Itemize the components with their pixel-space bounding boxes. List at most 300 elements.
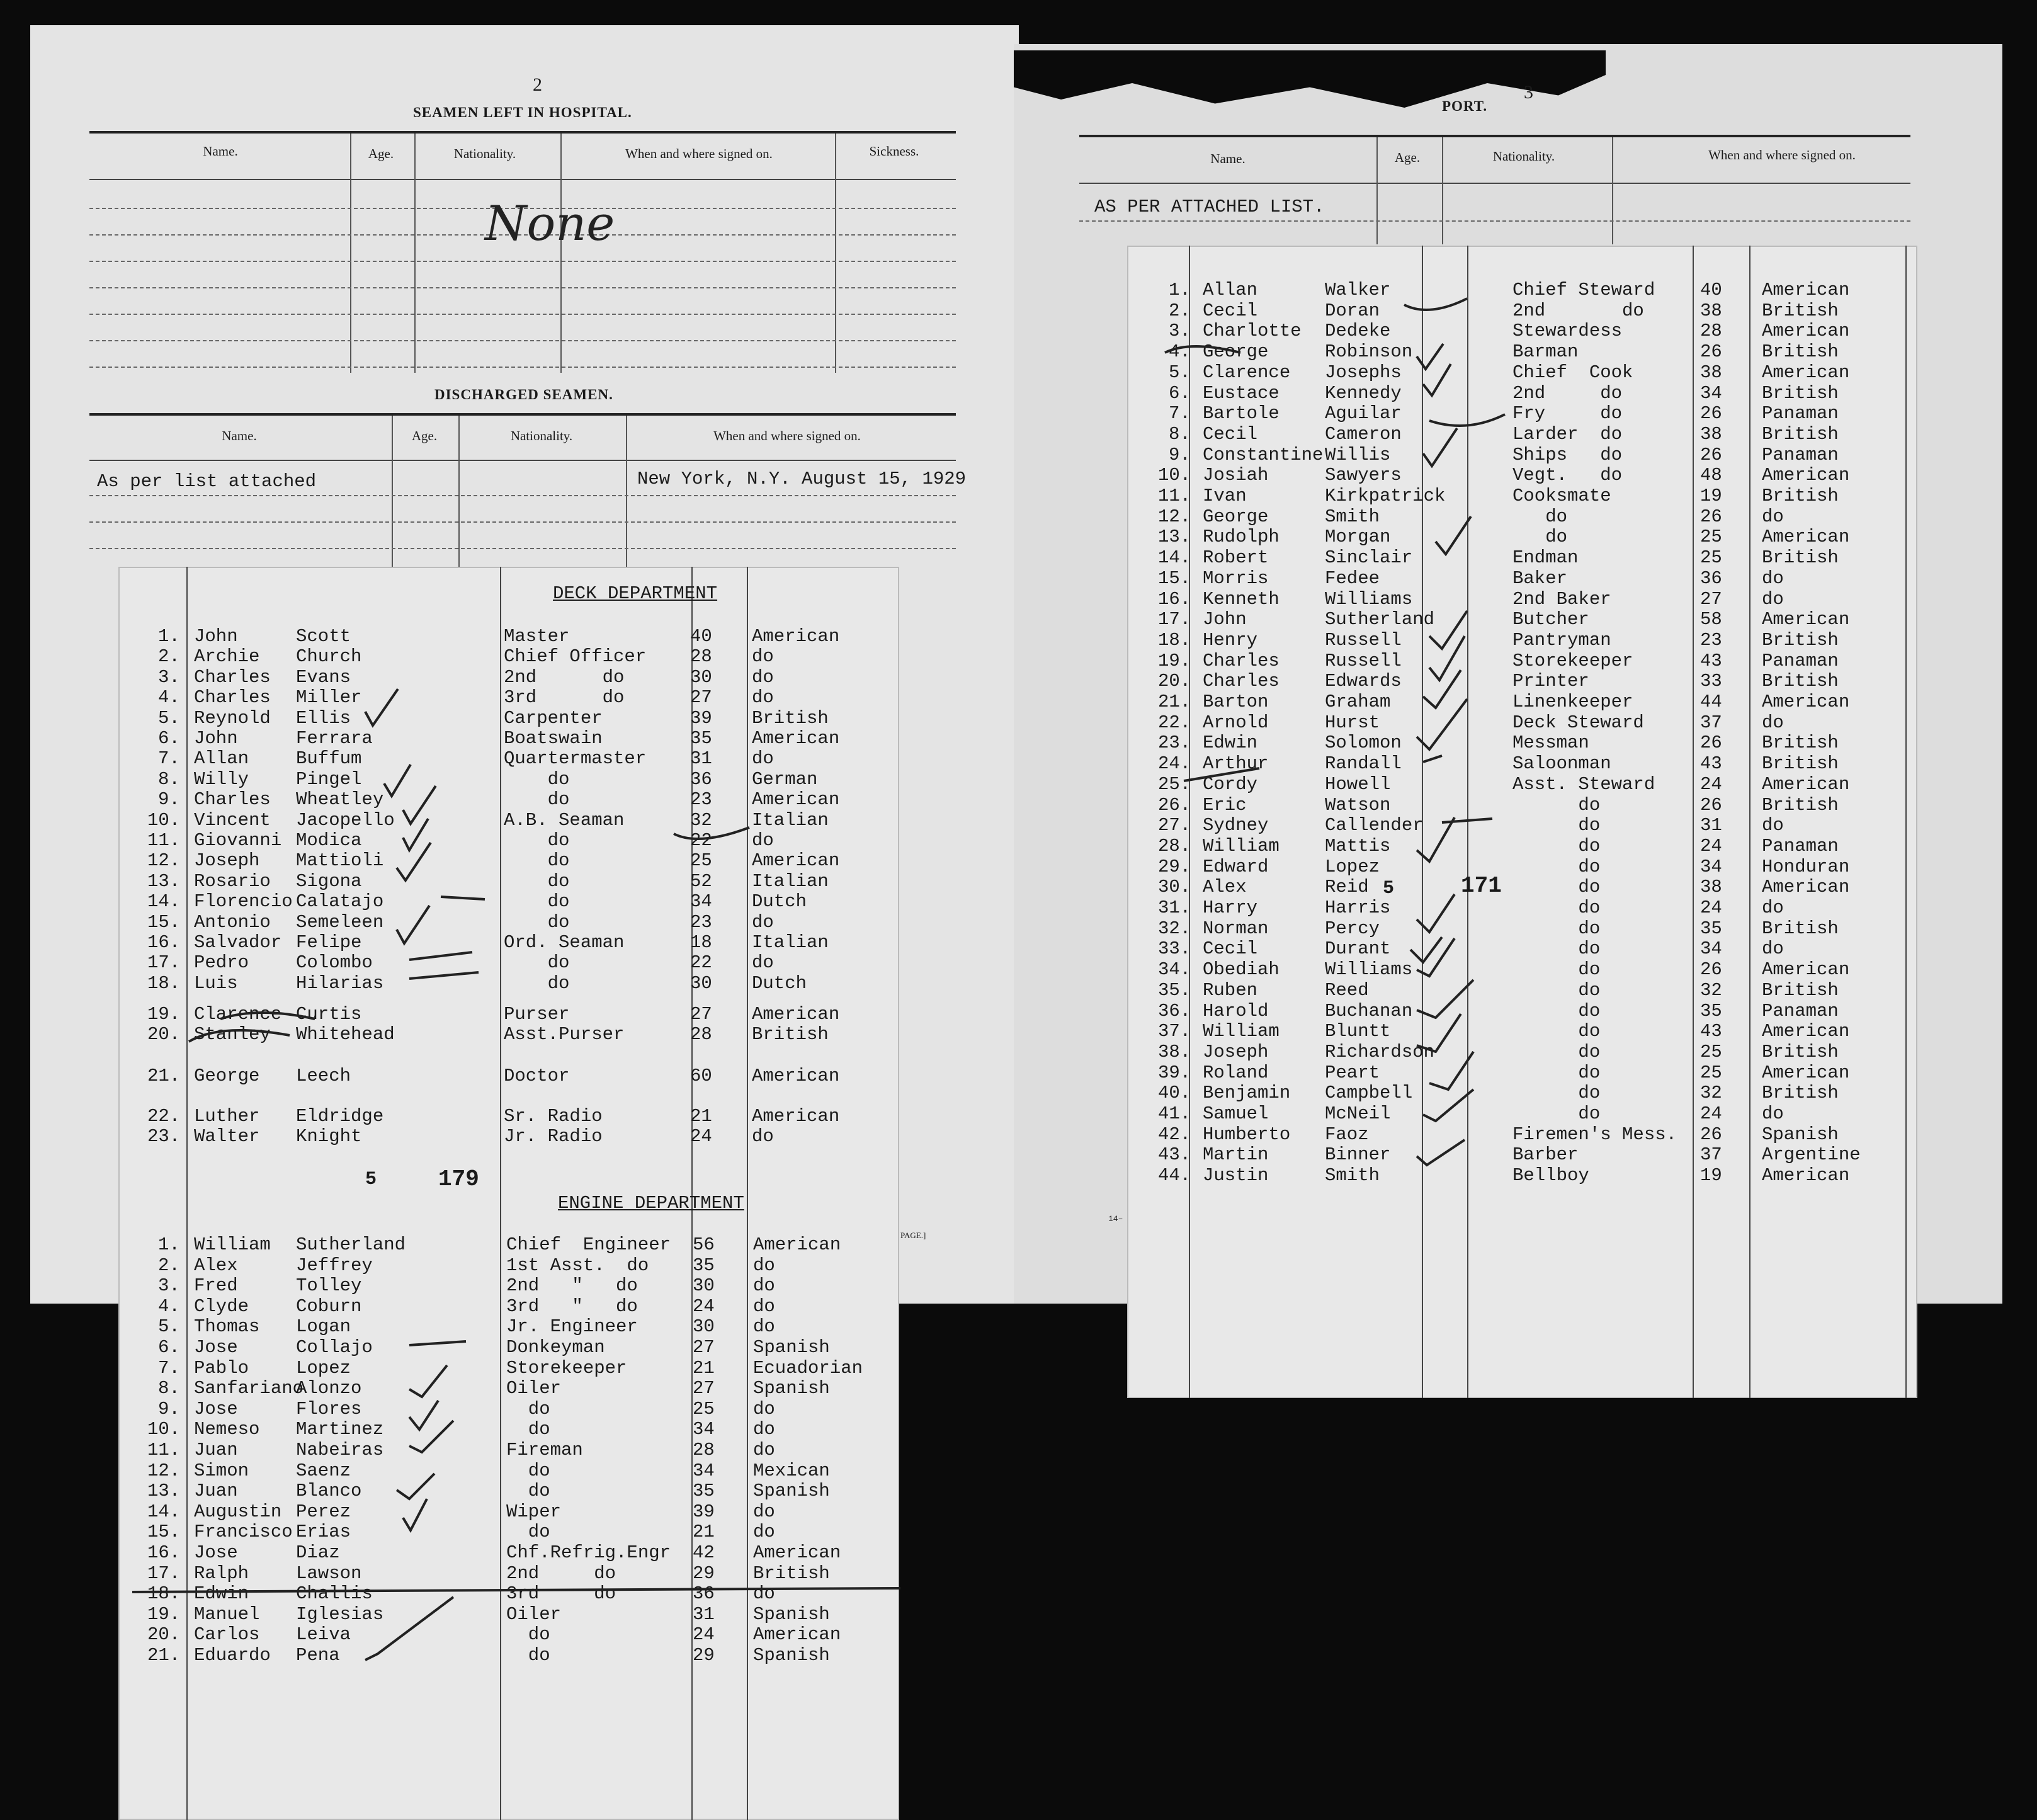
first-name: Henry <box>1203 629 1258 651</box>
row-number: 16. <box>147 932 181 953</box>
row-number: 19. <box>1158 650 1191 671</box>
last-name: Challis <box>296 1583 373 1605</box>
discharged-col-age: Age. <box>411 428 438 443</box>
last-name: Morgan <box>1325 526 1391 548</box>
last-name: Alonzo <box>296 1378 362 1399</box>
rating: do <box>506 1398 550 1419</box>
nationality: Spanish <box>753 1378 830 1399</box>
first-name: Barton <box>1203 691 1269 712</box>
age: 38 <box>1700 877 1722 898</box>
list-divider <box>1467 246 1468 1398</box>
last-name: Collajo <box>296 1337 373 1358</box>
rating: Saloonman <box>1512 753 1611 775</box>
rating: Fry do <box>1512 403 1623 424</box>
first-name: Humberto <box>1203 1123 1291 1145</box>
nationality: British <box>1762 423 1839 445</box>
age: 39 <box>693 1501 715 1522</box>
nationality: American <box>1762 1165 1850 1186</box>
deck-department-title: DECK DEPARTMENT <box>553 583 718 604</box>
nationality: Dutch <box>752 891 807 913</box>
rating: do <box>504 870 570 892</box>
age: 35 <box>690 728 712 749</box>
last-name: Jeffrey <box>296 1254 373 1276</box>
row-number: 25. <box>1158 773 1191 795</box>
first-name: Edward <box>1203 856 1269 877</box>
first-name: Pedro <box>194 952 249 974</box>
rating: Baker <box>1512 567 1568 589</box>
nationality: do <box>1762 938 1784 960</box>
last-name: Wheatley <box>296 789 384 810</box>
age: 40 <box>690 626 712 647</box>
first-name: William <box>1203 1021 1280 1042</box>
first-name: Edwin <box>1203 732 1258 754</box>
age: 32 <box>1700 1083 1722 1104</box>
first-name: Robert <box>1203 547 1269 569</box>
rating: Barman <box>1512 341 1579 363</box>
first-name: Salvador <box>194 932 282 953</box>
row-number: 20. <box>1158 671 1191 692</box>
first-name: Allan <box>194 748 249 770</box>
age: 21 <box>693 1521 715 1543</box>
first-name: Luis <box>194 972 238 994</box>
first-name: Jose <box>194 1398 238 1419</box>
age: 27 <box>693 1337 715 1358</box>
nationality: Mexican <box>753 1460 830 1481</box>
rating: 3rd do <box>506 1583 616 1605</box>
list-divider <box>1905 246 1907 1398</box>
row-number: 21. <box>147 1645 181 1666</box>
right-heading-fragment: PORT. <box>1442 98 1488 114</box>
rating: do <box>1512 938 1601 960</box>
rating: do <box>1512 1041 1601 1062</box>
age: 30 <box>693 1316 715 1338</box>
nationality: American <box>753 1542 841 1563</box>
row-number: 32. <box>1158 918 1191 939</box>
last-name: Lawson <box>296 1562 362 1584</box>
age: 43 <box>1700 1021 1722 1042</box>
row-number: 30. <box>1158 877 1191 898</box>
age: 38 <box>1700 361 1722 383</box>
nationality: British <box>1762 918 1839 939</box>
row-number: 14. <box>147 1501 181 1522</box>
nationality: do <box>753 1275 775 1297</box>
row-number: 22. <box>1158 712 1191 733</box>
rating: do <box>504 789 570 810</box>
first-name: Carlos <box>194 1624 260 1646</box>
age: 48 <box>1700 465 1722 486</box>
rating: Chief Officer <box>504 646 647 668</box>
last-name: Callender <box>1325 815 1424 836</box>
discharged-divider <box>458 416 460 567</box>
last-name: Knight <box>296 1126 362 1147</box>
first-name: Sydney <box>1203 815 1269 836</box>
nationality: American <box>752 728 840 749</box>
rating: 1st Asst. do <box>506 1254 649 1276</box>
nationality: Spanish <box>753 1645 830 1666</box>
row-number: 18. <box>147 972 181 994</box>
age: 43 <box>1700 650 1722 671</box>
nationality: do <box>752 911 774 933</box>
nationality: American <box>753 1234 841 1255</box>
row-number: 36. <box>1158 1000 1191 1021</box>
last-name: Williams <box>1325 959 1413 981</box>
nationality: Italian <box>752 870 829 892</box>
last-name: Diaz <box>296 1542 340 1563</box>
nationality: do <box>1762 567 1784 589</box>
rating: Ord. Seaman <box>504 932 625 953</box>
last-name: Binner <box>1325 1144 1391 1166</box>
hospital-divider <box>835 134 836 373</box>
rating: A.B. Seaman <box>504 809 625 831</box>
age: 31 <box>693 1603 715 1625</box>
nationality: do <box>753 1316 775 1338</box>
row-number: 3. <box>1169 321 1191 342</box>
last-name: Curtis <box>296 1004 362 1025</box>
last-name: Coburn <box>296 1295 362 1317</box>
rating: do <box>504 768 570 790</box>
last-name: Russell <box>1325 629 1402 651</box>
first-name: Simon <box>194 1460 249 1481</box>
first-name: Alex <box>194 1254 238 1276</box>
row-number: 10. <box>147 809 181 831</box>
right-col-name: Name. <box>1210 151 1245 166</box>
last-name: Reed <box>1325 979 1369 1001</box>
rating: Asst. Steward <box>1512 773 1655 795</box>
age: 38 <box>1700 300 1722 321</box>
rating: Storekeeper <box>506 1357 627 1379</box>
rating: do <box>1512 918 1601 939</box>
last-name: Bluntt <box>1325 1021 1391 1042</box>
rating: do <box>506 1419 550 1440</box>
last-name: Nabeiras <box>296 1440 384 1460</box>
nationality: Dutch <box>752 972 807 994</box>
last-name: Logan <box>296 1316 351 1338</box>
age: 32 <box>690 809 712 831</box>
rating: Butcher <box>1512 609 1589 630</box>
age: 28 <box>690 1024 712 1045</box>
row-number: 21. <box>147 1066 181 1086</box>
deck-stamp-prefix: 5 <box>365 1169 377 1190</box>
last-name: Ellis <box>296 707 351 729</box>
rating: Linenkeeper <box>1512 691 1633 712</box>
age: 35 <box>1700 918 1722 939</box>
right-line <box>1079 220 1910 222</box>
nationality: British <box>1762 341 1839 363</box>
age: 32 <box>1700 979 1722 1001</box>
right-col-nationality: Nationality. <box>1492 149 1555 164</box>
row-number: 9. <box>158 1398 180 1419</box>
row-number: 4. <box>1169 341 1191 363</box>
row-number: 7. <box>1169 403 1191 424</box>
last-name: Tolley <box>296 1275 362 1297</box>
row-number: 16. <box>1158 588 1191 610</box>
row-number: 19. <box>147 1603 181 1625</box>
row-number: 33. <box>1158 938 1191 960</box>
rating: Messman <box>1512 732 1589 754</box>
last-name: Church <box>296 646 362 668</box>
list-divider <box>500 567 501 1820</box>
first-name: George <box>1203 506 1269 527</box>
nationality: British <box>1762 671 1839 692</box>
last-name: Pena <box>296 1645 340 1666</box>
first-name: Clyde <box>194 1295 249 1317</box>
rating: do <box>504 972 570 994</box>
last-name: Russell <box>1325 650 1402 671</box>
last-name: Dedeke <box>1325 321 1391 342</box>
last-name: Eldridge <box>296 1106 384 1127</box>
first-name: George <box>1203 341 1269 363</box>
last-name: Leiva <box>296 1624 351 1646</box>
row-number: 6. <box>1169 382 1191 404</box>
age: 23 <box>690 789 712 810</box>
steward-stamp-number: 171 <box>1461 873 1502 899</box>
first-name: Allan <box>1203 280 1258 300</box>
last-name: Faoz <box>1325 1123 1369 1145</box>
row-number: 17. <box>1158 609 1191 630</box>
last-name: Modica <box>296 830 362 851</box>
rating: Doctor <box>504 1066 570 1086</box>
rating: Master <box>504 626 570 647</box>
row-number: 6. <box>158 1337 180 1358</box>
age: 26 <box>1700 341 1722 363</box>
nationality: American <box>752 1106 840 1127</box>
first-name: Florencio <box>194 891 293 913</box>
row-number: 16. <box>147 1542 181 1563</box>
first-name: Charles <box>1203 650 1280 671</box>
nationality: American <box>752 789 840 810</box>
row-number: 8. <box>1169 423 1191 445</box>
first-name: Joseph <box>194 850 260 872</box>
row-number: 41. <box>1158 1103 1191 1124</box>
row-number: 8. <box>158 768 180 790</box>
nationality: British <box>1762 547 1839 569</box>
row-number: 39. <box>1158 1062 1191 1083</box>
last-name: Hurst <box>1325 712 1380 733</box>
rating: do <box>1512 1062 1601 1083</box>
last-name: Calatajo <box>296 891 384 913</box>
age: 42 <box>693 1542 715 1563</box>
nationality: Ecuadorian <box>753 1357 863 1379</box>
row-number: 7. <box>158 748 180 770</box>
last-name: Perez <box>296 1501 351 1522</box>
last-name: Richardson <box>1325 1041 1435 1062</box>
nationality: Argentine <box>1762 1144 1861 1166</box>
age: 58 <box>1700 609 1722 630</box>
row-number: 1. <box>1169 280 1191 300</box>
nationality: American <box>1762 959 1850 981</box>
first-name: Eduardo <box>194 1645 271 1666</box>
last-name: Reid <box>1325 877 1369 898</box>
age: 34 <box>1700 382 1722 404</box>
age: 31 <box>1700 815 1722 836</box>
rating: do <box>1512 979 1601 1001</box>
age: 25 <box>1700 547 1722 569</box>
nationality: American <box>752 1066 840 1086</box>
last-name: Buchanan <box>1325 1000 1413 1021</box>
first-name: Charles <box>194 687 271 708</box>
last-name: Josephs <box>1325 361 1402 383</box>
nationality: Spanish <box>753 1603 830 1625</box>
rating: Barber <box>1512 1144 1579 1166</box>
first-name: Fred <box>194 1275 238 1297</box>
age: 44 <box>1700 691 1722 712</box>
rating: Oiler <box>506 1603 562 1625</box>
row-number: 11. <box>1158 486 1191 506</box>
age: 28 <box>1700 321 1722 342</box>
first-name: Ralph <box>194 1562 249 1584</box>
age: 35 <box>1700 1000 1722 1021</box>
first-name: John <box>194 626 238 647</box>
age: 34 <box>1700 856 1722 877</box>
discharged-divider <box>392 416 393 567</box>
age: 25 <box>1700 1041 1722 1062</box>
first-name: Willy <box>194 768 249 790</box>
nationality: American <box>1762 280 1850 300</box>
age: 34 <box>690 891 712 913</box>
discharged-entry-signed: New York, N.Y. August 15, 1929 <box>637 469 967 489</box>
last-name: Erias <box>296 1521 351 1543</box>
first-name: Clarence <box>1203 361 1291 383</box>
deck-stamp-number: 179 <box>438 1166 479 1192</box>
row-number: 11. <box>147 1440 181 1460</box>
last-name: Aguilar <box>1325 403 1402 424</box>
nationality: do <box>1762 506 1784 527</box>
age: 26 <box>1700 506 1722 527</box>
row-number: 15. <box>147 911 181 933</box>
last-name: Sutherland <box>1325 609 1435 630</box>
age: 24 <box>690 1126 712 1147</box>
age: 34 <box>693 1419 715 1440</box>
nationality: do <box>753 1501 775 1522</box>
nationality: American <box>1762 321 1850 342</box>
age: 25 <box>1700 1062 1722 1083</box>
age: 25 <box>1700 526 1722 548</box>
first-name: Charles <box>194 789 271 810</box>
first-name: Francisco <box>194 1521 293 1543</box>
first-name: Walter <box>194 1126 260 1147</box>
last-name: Iglesias <box>296 1603 384 1625</box>
rating: do <box>1512 1021 1601 1042</box>
first-name: Ivan <box>1203 486 1247 506</box>
nationality: British <box>1762 486 1839 506</box>
age: 36 <box>1700 567 1722 589</box>
rating: do <box>506 1645 550 1666</box>
left-page-footer: PAGE.] <box>900 1231 926 1240</box>
row-number: 44. <box>1158 1165 1191 1186</box>
first-name: Cecil <box>1203 938 1258 960</box>
first-name: Archie <box>194 646 260 668</box>
right-entry: AS PER ATTACHED LIST. <box>1094 196 1325 217</box>
nationality: do <box>1762 815 1784 836</box>
last-name: Sutherland <box>296 1234 406 1255</box>
last-name: Cameron <box>1325 423 1402 445</box>
hospital-col-nationality: Nationality. <box>453 146 516 161</box>
first-name: Jose <box>194 1542 238 1563</box>
steward-stamp-prefix: 5 <box>1383 878 1395 899</box>
rating: Storekeeper <box>1512 650 1633 671</box>
nationality: Spanish <box>753 1481 830 1502</box>
nationality: Spanish <box>753 1337 830 1358</box>
rating: Boatswain <box>504 728 603 749</box>
age: 43 <box>1700 753 1722 775</box>
hospital-section-title: SEAMEN LEFT IN HOSPITAL. <box>413 105 632 120</box>
age: 26 <box>1700 444 1722 465</box>
first-name: Reynold <box>194 707 271 729</box>
last-name: Blanco <box>296 1481 362 1502</box>
age: 26 <box>1700 732 1722 754</box>
rating: Oiler <box>506 1378 562 1399</box>
nationality: British <box>1762 629 1839 651</box>
nationality: do <box>753 1419 775 1440</box>
right-divider <box>1442 137 1443 244</box>
row-number: 4. <box>158 687 180 708</box>
nationality: Italian <box>752 932 829 953</box>
last-name: Campbell <box>1325 1083 1413 1104</box>
rating: do <box>504 830 570 851</box>
rating: do <box>1512 897 1601 918</box>
hospital-line <box>89 314 956 315</box>
row-number: 11. <box>147 830 181 851</box>
row-number: 17. <box>147 952 181 974</box>
age: 27 <box>1700 588 1722 610</box>
row-number: 35. <box>1158 979 1191 1001</box>
age: 26 <box>1700 1123 1722 1145</box>
first-name: William <box>194 1234 271 1255</box>
row-number: 9. <box>1169 444 1191 465</box>
row-number: 26. <box>1158 794 1191 816</box>
row-number: 42. <box>1158 1123 1191 1145</box>
discharged-col-signed-on: When and where signed on. <box>713 428 861 443</box>
discharged-entry-name: As per list attached <box>97 471 317 492</box>
age: 60 <box>690 1066 712 1086</box>
nationality: Spanish <box>1762 1123 1839 1145</box>
age: 24 <box>693 1295 715 1317</box>
rating: Stewardess <box>1512 321 1623 342</box>
row-number: 8. <box>158 1378 180 1399</box>
row-number: 5. <box>158 707 180 729</box>
row-number: 6. <box>158 728 180 749</box>
first-name: Bartole <box>1203 403 1280 424</box>
nationality: do <box>752 666 774 688</box>
rating: Chief Cook <box>1512 361 1633 383</box>
row-number: 13. <box>1158 526 1191 548</box>
nationality: American <box>1762 361 1850 383</box>
first-name: Augustin <box>194 1501 282 1522</box>
rating: do <box>1512 526 1568 548</box>
last-name: Kirkpatrick <box>1325 486 1446 506</box>
last-name: Sinclair <box>1325 547 1413 569</box>
rating: do <box>1512 1103 1601 1124</box>
age: 38 <box>1700 423 1722 445</box>
first-name: Jose <box>194 1337 238 1358</box>
rating: Jr. Radio <box>504 1126 603 1147</box>
last-name: Flores <box>296 1398 362 1419</box>
rating: Larder do <box>1512 423 1623 445</box>
page-number-right: 3 <box>1524 82 1533 103</box>
right-divider <box>1612 137 1613 244</box>
age: 39 <box>690 707 712 729</box>
age: 23 <box>1700 629 1722 651</box>
first-name: Joseph <box>1203 1041 1269 1062</box>
hospital-divider <box>560 134 562 373</box>
nationality: British <box>1762 382 1839 404</box>
row-number: 24. <box>1158 753 1191 775</box>
rating: do <box>1512 506 1568 527</box>
age: 36 <box>690 768 712 790</box>
age: 27 <box>690 1004 712 1025</box>
rating: 2nd do <box>1512 382 1623 404</box>
last-name: Leech <box>296 1066 351 1086</box>
